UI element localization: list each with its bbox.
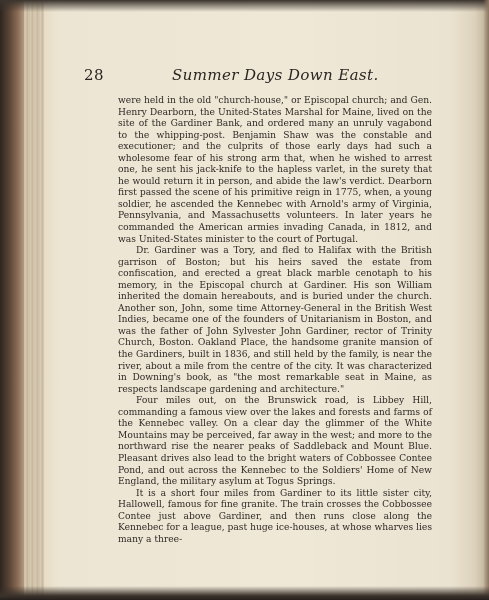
paragraph-3: Four miles out, on the Brunswick road, is Libbey Hill, commanding a famous view over the lakes and forests and farms of the Kennebec valley. On a clear day the glimmer of the White Mountains may be perceived, far away in the west; and more to the northward rise the nearer peaks of Saddleback and Mount Blue. Pleasant drives also lead to the bright waters of Cobbossee Contee Pond, and out across the Kennebec to the Soldiers' Home of New England, the military asylum at Togus Springs.	[118, 396, 432, 488]
page-body	[118, 96, 432, 546]
paragraph-1: were held in the old "church-house," or Episcopal church; and Gen. Henry Dearborn, the United-States Marshal for Maine, lived on the site of the Gardiner Bank, and ordered many an unruly vagabond to the whipping-post. Benjamin Shaw was the constable and executioner; and the culprits of those early days had such a wholesome fear of his strong arm that, when he wished to arrest one, he sent his jack-knife to the hapless varlet, in the surety that he would return it in person, and abide the law's verdict. Dearborn first passed the scene of his primitive reign in 1775, when, a young soldier, he ascended the Kennebec with Arnold's army of Virginia, Pennsylvania, and Massachusetts volunteers. In later years he commanded the American armies invading Canada, in 1812, and was United-States minister to the court of Portugal.	[118, 96, 432, 245]
paragraph-4: It is a short four miles from Gardiner to its little sister city, Hallowell, famous for fine granite. The train crosses the Cobbossee Contee just above Gardiner, and then runs close along the Kennebec for a league, past huge ice-houses, at whose wharves lies many a three-	[118, 488, 433, 545]
paragraph-2: Dr. Gardiner was a Tory, and fled to Halifax with the British garrison of Boston; but his heirs saved the estate from confiscation, and erected a great black marble cenotaph to his memory, in the Episcopal church at Gardiner. His son William inherited the domain hereabouts, and is buried under the church. Another son, John, some time Attorney-General in the British West Indies, became one of the founders of Unitarianism in Boston, and was the father of John Sylvester John Gardiner, rector of Trinity Church, Boston. Oakland Place, the handsome granite mansion of the Gardiners, built in 1836, and still held by the family, is near the river, about a mile from the centre of the city. It was characterized in Downing's book, as "the most remarkable seat in Maine, as respects landscape gardening and architecture."	[118, 246, 432, 395]
page-number: 28	[84, 66, 105, 84]
book-binding	[0, 0, 24, 600]
right-edge	[483, 0, 489, 600]
page-header	[84, 66, 432, 88]
running-title: Summer Days Down East.	[172, 66, 379, 84]
top-shadow	[0, 0, 489, 12]
bottom-edge	[0, 586, 489, 600]
page-edges	[24, 0, 44, 600]
